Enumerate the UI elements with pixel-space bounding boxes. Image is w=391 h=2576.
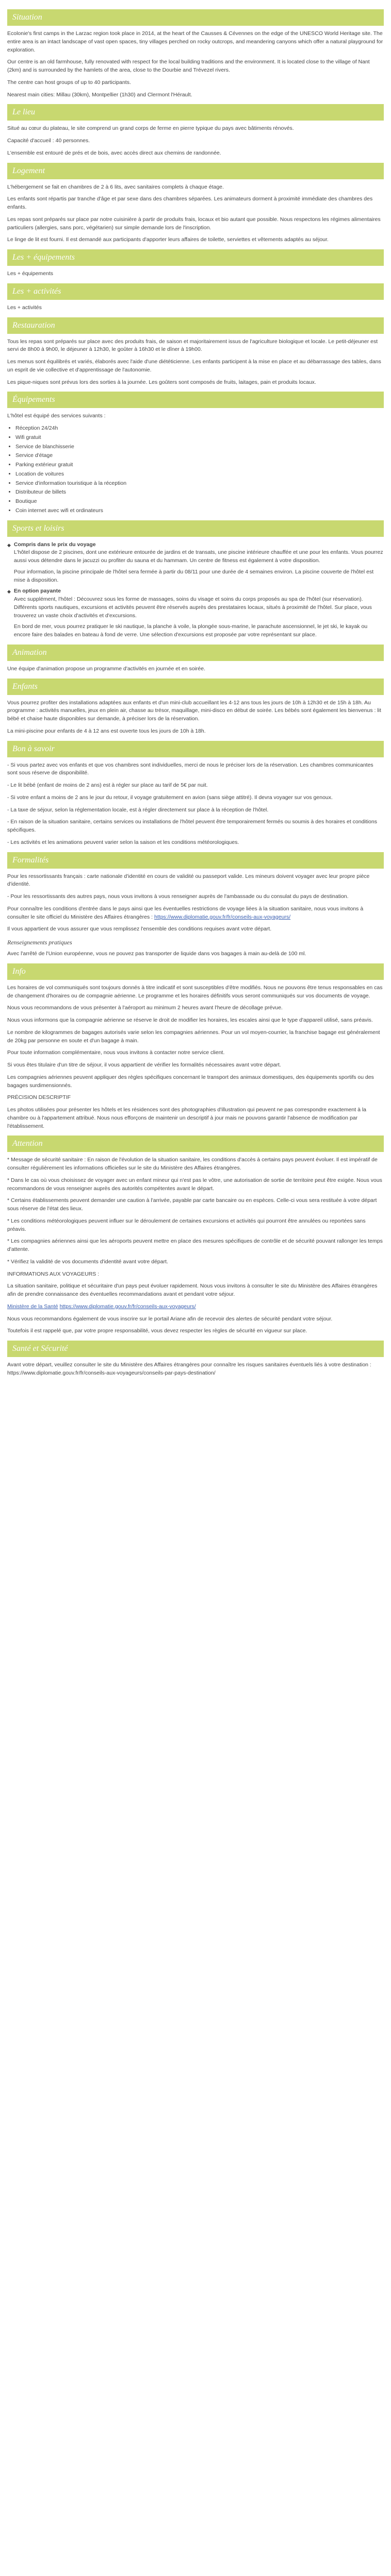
diamond-bullet-icon: ◆	[7, 542, 11, 548]
animation-paragraph: Une équipe d'animation propose un programme d'activités en journée et en soirée.	[7, 665, 205, 672]
info-paragraph: Le nombre de kilogrammes de bagages autorisés varie selon les compagnies aériennes. Pour un vol moyen-courrier, la franchise bagage est généralement de 20kg par personne en soute et d'un bagage à main.	[7, 1029, 380, 1044]
formalites-notice-after: Il vous appartient de vous assurer que vous remplissez l'ensemble des conditions requises avant votre départ.	[7, 926, 272, 933]
equipements-list	[7, 425, 384, 515]
restauration-paragraph: Tous les repas sont préparés sur place avec des produits frais, de saison et majoritairement issus de l'agriculture biologique et locale. Le petit-déjeuner est servi de 8h00 à 9h00, le déjeuner à 12h30, le goûter à 16h30 et le dîner à 19h00.	[7, 338, 378, 353]
list-item: • Réception 24/24h	[15, 425, 384, 433]
logement-paragraph: Le linge de lit est fourni. Il est demandé aux participants d'apporter leurs affaires de toilette, serviettes et vêtements adaptés au séjour.	[7, 236, 329, 243]
info-paragraph: Nous vous recommandons de vous présenter à l'aéroport au minimum 2 heures avant l'heure de décollage prévue.	[7, 1005, 283, 1011]
attention-paragraph: * Certains établissements peuvent demander une caution à l'arrivée, payable par carte bancaire ou en espèces. Celle-ci vous sera restituée à votre départ sous réserve de l'état des lieux.	[7, 1197, 377, 1212]
section-heading-restauration: Restauration	[7, 317, 384, 334]
sports-item	[7, 623, 384, 639]
list-item: • Location de voitures	[15, 470, 384, 479]
attention-paragraph: * Les compagnies aériennes ainsi que les aéroports peuvent mettre en place des mesures spécifiques de contrôle et de sécurité pouvant rallonger les temps d'attente.	[7, 1238, 383, 1252]
lieu-paragraph: L'ensemble est entouré de prés et de bois, avec accès direct aux chemins de randonnée.	[7, 149, 221, 156]
bon-a-savoir-paragraph: - La taxe de séjour, selon la réglementation locale, est à régler directement sur place à la réception de l'hôtel.	[7, 806, 269, 813]
list-item: • Service d'étage	[15, 452, 384, 460]
list-item: • Distributeur de billets	[15, 488, 384, 497]
attention-paragraph: * Dans le cas où vous choisissez de voyager avec un enfant mineur qui n'est pas le vôtre, une autorisation de sortie de territoire peut être exigée. Nous vous recommandons de vous renseigner auprès des autorités compétentes avant le départ.	[7, 1177, 382, 1192]
formalites-notice-link[interactable]: https://www.diplomatie.gouv.fr/fr/conseils-aux-voyageurs/	[154, 913, 291, 920]
formalites-paragraph: Pour les ressortissants français : carte nationale d'identité en cours de validité ou passeport valide. Les mineurs doivent voyager avec leur propre pièce d'identité.	[7, 873, 370, 888]
sports-item	[7, 541, 384, 565]
attention-info-caps: INFORMATIONS AUX VOYAGEURS :	[7, 1270, 100, 1277]
equipements-plus-paragraph: Les + équipements	[7, 270, 54, 277]
list-item: • Service de blanchisserie	[15, 443, 384, 451]
sports-item-text: Pour information, la piscine principale de l'hôtel sera fermée à partir du 08/11 pour une durée de 4 semaines environ. La piscine couverte de l'hôtel est mise à disposition.	[13, 568, 374, 583]
sante-paragraph: Avant votre départ, veuillez consulter le site du Ministère des Affaires étrangères pour connaître les risques sanitaires éventuels liés à votre destination : https://www.diplomatie.gouv.fr/fr/conseils-aux-voyageurs/conseils-par-pays-destination/	[7, 1362, 371, 1376]
section-heading-sports: Sports et loisirs	[7, 520, 384, 537]
section-heading-bon-a-savoir: Bon à savoir	[7, 741, 384, 757]
logement-paragraph: L'hébergement se fait en chambres de 2 à 6 lits, avec sanitaires complets à chaque étage.	[7, 183, 224, 190]
bon-a-savoir-paragraph: - Si votre enfant a moins de 2 ans le jour du retour, il voyage gratuitement en avion (sans siège attitré). Il devra voyager sur vos genoux.	[7, 794, 333, 801]
sports-item-text: Avec supplément, l'hôtel : Découvrez sous les forme de massages, soins du visage et soins du corps proposés au spa de l'hôtel (sur réservation). Différents sports nautiques, excursions et activités peuvent être réservés auprès des prestataires locaux, situés à proximité de l'hôtel. Sur place, vous trouverez un vaste choix d'activités et d'excursions.	[13, 596, 372, 619]
sports-item-title: En option payante	[13, 588, 61, 595]
ministry-link-label[interactable]: Ministère de la Santé	[7, 1303, 58, 1310]
info-paragraph: Pour toute information complémentaire, nous vous invitons à contacter notre service client.	[7, 1049, 225, 1056]
situation-paragraph: Our centre is an old farmhouse, fully renovated with respect for the local building traditions and the environment. It is located close to the village of Nant (2km) and is surrounded by the hamlets of the area, close to the Dourbie and Trévezel rivers.	[7, 59, 370, 73]
section-heading-situation: Situation	[7, 9, 384, 26]
list-item: • Service d'information touristique à la réception	[15, 480, 384, 488]
sports-item	[7, 587, 384, 620]
attention-paragraph: * Vérifiez la validité de vos documents d'identité avant votre départ.	[7, 1258, 168, 1265]
situation-paragraph: Ecolonie's first camps in the Larzac region took place in 2014, at the heart of the Causses & Cévennes on the edge of the UNESCO World Heritage site. The entire area is an intact landscape of vast open spaces, tiny villages perched on rocky outcrops, and meandering canyons which offer a natural playground for exploration.	[7, 30, 383, 53]
logement-paragraph: Les enfants sont répartis par tranche d'âge et par sexe dans des chambres séparées. Les animateurs dorment à proximité immédiate des chambres des enfants.	[7, 196, 373, 210]
section-heading-enfants: Enfants	[7, 679, 384, 695]
restauration-paragraph: Les pique-niques sont prévus lors des sorties à la journée. Les goûters sont composés de fruits, laitages, pain et produits locaux.	[7, 379, 316, 385]
attention-paragraph: * Message de sécurité sanitaire : En raison de l'évolution de la situation sanitaire, les conditions d'accès à certains pays peuvent évoluer. Il est impératif de consulter régulièrement les informations officielles sur le site du Ministère des Affaires étrangères.	[7, 1157, 378, 1171]
list-item: • Wifi gratuit	[15, 434, 384, 442]
section-heading-attention: Attention	[7, 1136, 384, 1152]
lieu-paragraph: Capacité d'accueil : 40 personnes.	[7, 138, 90, 144]
formalites-paragraph: - Pour les ressortissants des autres pays, nous vous invitons à vous renseigner auprès de l'ambassade ou du consulat du pays de destination.	[7, 893, 349, 900]
section-heading-info: Info	[7, 963, 384, 980]
attention-final-text: Toutefois il est rappelé que, par votre propre responsabilité, vous devez respecter les règles de sécurité en vigueur sur place.	[7, 1328, 307, 1334]
info-paragraph: Nous vous informons que la compagnie aérienne se réserve le droit de modifier les horaires, les escales ainsi que le type d'appareil utilisé, sans préavis.	[7, 1017, 373, 1023]
section-heading-lieu: Le lieu	[7, 104, 384, 121]
lieu-paragraph: Situé au cœur du plateau, le site comprend un grand corps de ferme en pierre typique du pays avec bâtiments rénovés.	[7, 125, 294, 132]
sports-item-title: Compris dans le prix du voyage	[13, 541, 96, 548]
attention-paragraph: * Les conditions météorologiques peuvent influer sur le déroulement de certaines excursions et activités qui pourront être annulées ou reportées sans préavis.	[7, 1217, 366, 1232]
attention-situation-text: La situation sanitaire, politique et sécuritaire d'un pays peut évoluer rapidement. Nous vous invitons à consulter le site du Ministère des Affaires étrangères afin de prendre connaissance des éventuelles recommandations avant et pendant votre séjour.	[7, 1283, 378, 1297]
section-heading-activites-plus: Les + activités	[7, 283, 384, 300]
sports-item	[7, 568, 384, 585]
info-paragraph: Les horaires de vol communiqués sont toujours donnés à titre indicatif et sont susceptibles d'être modifiés. Nous ne pouvons être tenus responsables en cas de changement d'horaires ou de compagnie aérienne. Le programme et les horaires définitifs vous seront communiqués sur vos documents de voyage.	[7, 984, 383, 999]
bon-a-savoir-paragraph: - Les activités et les animations peuvent varier selon la saison et les conditions météorologiques.	[7, 839, 239, 845]
section-heading-sante: Santé et Sécurité	[7, 1341, 384, 1357]
info-caps-text: Les photos utilisées pour présenter les hôtels et les résidences sont des photographies d'illustration qui peuvent ne pas correspondre exactement à la chambre ou à l'appartement attribué. Nous nous efforçons de maintenir un descriptif à jour mais ne pouvons garantir l'absence de modification par l'établissement.	[7, 1107, 367, 1129]
section-heading-equipements: Équipements	[7, 392, 384, 408]
situation-paragraph: Nearest main cities: Millau (30km), Montpellier (1h30) and Clermont l'Hérault.	[7, 91, 192, 98]
enfants-paragraph: La mini-piscine pour enfants de 4 à 12 ans est ouverte tous les jours de 10h à 18h.	[7, 727, 206, 734]
equipements-intro: L'hôtel est équipé des services suivants :	[7, 413, 106, 419]
info-paragraph: Si vous êtes titulaire d'un titre de séjour, il vous appartient de vérifier les formalités nécessaires avant votre départ.	[7, 1062, 281, 1068]
list-item: • Boutique	[15, 498, 384, 506]
restauration-paragraph: Les menus sont équilibrés et variés, élaborés avec l'aide d'une diététicienne. Les enfants participent à la mise en place et au débarrassage des tables, dans un esprit de vie collective et d'apprentissage de l'autonomie.	[7, 359, 381, 373]
ministry-link-url[interactable]: https://www.diplomatie.gouv.fr/fr/conseils-aux-voyageurs/	[59, 1303, 196, 1310]
formalites-practical-text: Avec l'arrêté de l'Union européenne, vous ne pouvez pas transporter de liquide dans vos bagages à main au-delà de 100 ml.	[7, 951, 306, 957]
info-paragraph: Les compagnies aériennes peuvent appliquer des règles spécifiques concernant le transport des animaux domestiques, des équipements sportifs ou des bagages surdimensionnés.	[7, 1074, 374, 1089]
bon-a-savoir-paragraph: - Le lit bébé (enfant de moins de 2 ans) est à régler sur place au tarif de 5€ par nuit.	[7, 782, 208, 788]
activites-plus-paragraph: Les + activités	[7, 304, 42, 311]
formalites-notice	[7, 905, 384, 922]
logement-paragraph: Les repas sont préparés sur place par notre cuisinière à partir de produits frais, locaux et bio autant que possible. Nous respectons les régimes alimentaires particuliers (allergies, sans porc, végétarien) sur simple demande lors de l'inscription.	[7, 216, 381, 231]
bon-a-savoir-paragraph: - Si vous partez avec vos enfants et que vos chambres sont individuelles, merci de nous le préciser lors de la réservation. Les chambres communicantes sont sous réserve de disponibilité.	[7, 761, 373, 776]
section-heading-equipements-plus: Les + équipements	[7, 249, 384, 266]
list-item: • Coin internet avec wifi et ordinateurs	[15, 507, 384, 515]
diamond-bullet-icon: ◆	[7, 589, 11, 595]
sports-item-text: L'hôtel dispose de 2 piscines, dont une extérieure entourée de jardins et de transats, une piscine intérieure chauffée et une pour les enfants. Vous pourrez aussi vous détendre dans le jacuzzi ou profiter du sauna et du hammam. Un centre de fitness est également à votre disposition.	[13, 549, 383, 564]
formalites-notice-intro: Pour connaître les conditions d'entrée dans le pays ainsi que les éventuelles restrictions de voyage liées à la situation sanitaire, nous vous invitons à consulter le site officiel du Ministère des Affaires étrangères :	[7, 905, 364, 920]
section-heading-logement: Logement	[7, 163, 384, 179]
section-heading-formalites: Formalités	[7, 852, 384, 869]
attention-ministry-after: Nous vous recommandons également de vous inscrire sur le portail Ariane afin de recevoir des alertes de sécurité pendant votre séjour.	[7, 1315, 333, 1322]
list-item: • Parking extérieur gratuit	[15, 461, 384, 469]
situation-paragraph: The centre can host groups of up to 40 participants.	[7, 79, 131, 86]
bon-a-savoir-paragraph: - En raison de la situation sanitaire, certains services ou installations de l'hôtel peuvent être temporairement fermés ou soumis à des horaires et conditions spécifiques.	[7, 819, 377, 833]
section-heading-animation: Animation	[7, 645, 384, 661]
enfants-paragraph: Vous pourrez profiter des installations adaptées aux enfants et d'un mini-club accueillant les 4-12 ans tous les jours de 10h à 12h30 et de 15h à 18h. Au programme : activités manuelles, jeux en plein air, chasse au trésor, maquillage, mini-disco en début de soirée. Les bébés sont également les bienvenus : lit bébé et chaise haute disponibles sur demande, à préciser lors de la réservation.	[7, 699, 381, 722]
info-caps-heading: PRÉCISION DESCRIPTIF	[7, 1094, 71, 1101]
attention-ministry	[7, 1303, 384, 1311]
sports-item-text: En bord de mer, vous pourrez pratiquer le ski nautique, la planche à voile, la plongée sous-marine, le parachute ascensionnel, le jet ski, le kayak ou encore faire des balades en bateau à fond de verre. Une sélection d'excursions est proposée par votre représentant sur place.	[13, 623, 368, 638]
formalites-practical-heading: Renseignements pratiques	[7, 939, 72, 946]
